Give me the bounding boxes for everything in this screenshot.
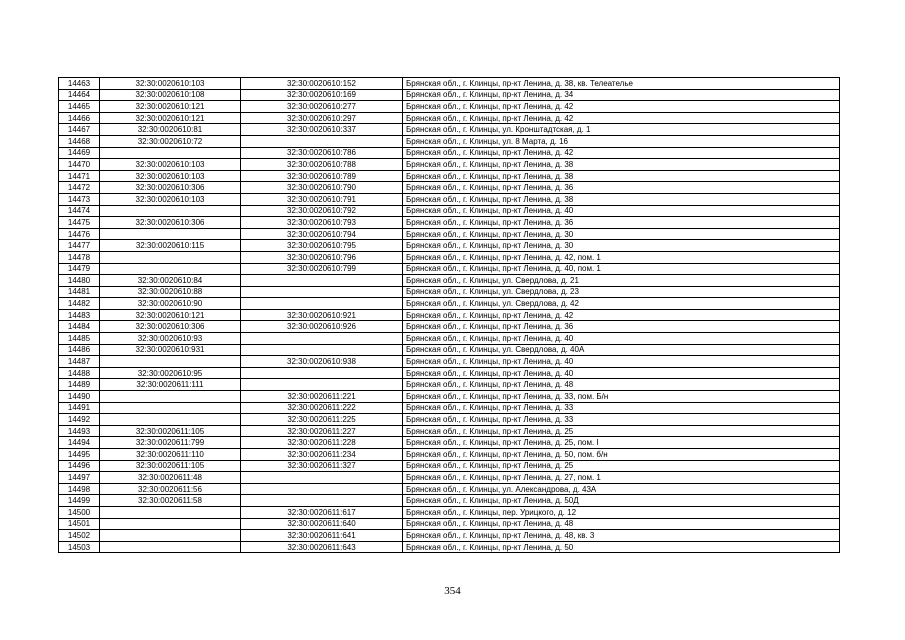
address-cell: Брянская обл., г. Клинцы, пр-кт Ленина, д. 30	[403, 228, 840, 240]
address-cell: Брянская обл., г. Клинцы, пр-кт Ленина, д. 33	[403, 414, 840, 426]
address-cell: Брянская обл., г. Клинцы, пр-кт Ленина, д. 36	[403, 182, 840, 194]
land-cadastral-number-cell	[100, 263, 241, 275]
address-cell: Брянская обл., г. Клинцы, пр-кт Ленина, д. 40	[403, 205, 840, 217]
object-cadastral-number-cell	[241, 286, 403, 298]
land-cadastral-number-cell: 32:30:0020610:81	[100, 124, 241, 136]
table-row	[59, 217, 840, 229]
table-row	[59, 402, 840, 414]
row-number-cell: 14474	[59, 205, 100, 217]
address-cell: Брянская обл., г. Клинцы, пр-кт Ленина, д. 48, кв. 3	[403, 530, 840, 542]
land-cadastral-number-cell: 32:30:0020611:105	[100, 460, 241, 472]
land-cadastral-number-cell	[100, 205, 241, 217]
land-cadastral-number-cell: 32:30:0020610:306	[100, 182, 241, 194]
row-number-cell: 14481	[59, 286, 100, 298]
land-cadastral-number-cell: 32:30:0020610:931	[100, 344, 241, 356]
table-row	[59, 344, 840, 356]
object-cadastral-number-cell	[241, 333, 403, 345]
object-cadastral-number-cell	[241, 367, 403, 379]
address-cell: Брянская обл., г. Клинцы, пр-кт Ленина, д. 40, пом. 1	[403, 263, 840, 275]
row-number-cell: 14463	[59, 78, 100, 90]
land-cadastral-number-cell	[100, 147, 241, 159]
table-row	[59, 495, 840, 507]
table-row	[59, 205, 840, 217]
row-number-cell: 14465	[59, 101, 100, 113]
table-row	[59, 78, 840, 90]
object-cadastral-number-cell: 32:30:0020610:938	[241, 356, 403, 368]
address-cell: Брянская обл., г. Клинцы, пр-кт Ленина, д. 38	[403, 170, 840, 182]
object-cadastral-number-cell: 32:30:0020611:641	[241, 530, 403, 542]
row-number-cell: 14499	[59, 495, 100, 507]
row-number-cell: 14485	[59, 333, 100, 345]
land-cadastral-number-cell: 32:30:0020610:93	[100, 333, 241, 345]
land-cadastral-number-cell: 32:30:0020610:84	[100, 275, 241, 287]
table-row	[59, 437, 840, 449]
row-number-cell: 14494	[59, 437, 100, 449]
row-number-cell: 14483	[59, 309, 100, 321]
address-cell: Брянская обл., г. Клинцы, пр-кт Ленина, д. 50, пом. б/н	[403, 449, 840, 461]
land-cadastral-number-cell: 32:30:0020611:58	[100, 495, 241, 507]
object-cadastral-number-cell: 32:30:0020610:794	[241, 228, 403, 240]
address-cell: Брянская обл., г. Клинцы, пр-кт Ленина, д. 33	[403, 402, 840, 414]
table-row	[59, 147, 840, 159]
land-cadastral-number-cell	[100, 228, 241, 240]
table-row	[59, 414, 840, 426]
land-cadastral-number-cell: 32:30:0020610:121	[100, 112, 241, 124]
row-number-cell: 14493	[59, 425, 100, 437]
table-row	[59, 541, 840, 553]
row-number-cell: 14471	[59, 170, 100, 182]
land-cadastral-number-cell	[100, 251, 241, 263]
row-number-cell: 14486	[59, 344, 100, 356]
address-cell: Брянская обл., г. Клинцы, пр-кт Ленина, д. 48	[403, 379, 840, 391]
land-cadastral-number-cell: 32:30:0020611:48	[100, 472, 241, 484]
address-cell: Брянская обл., г. Клинцы, пр-кт Ленина, д. 40	[403, 356, 840, 368]
row-number-cell: 14490	[59, 391, 100, 403]
table-row	[59, 135, 840, 147]
address-cell: Брянская обл., г. Клинцы, пр-кт Ленина, д. 42	[403, 112, 840, 124]
land-cadastral-number-cell	[100, 391, 241, 403]
row-number-cell: 14488	[59, 367, 100, 379]
address-cell: Брянская обл., г. Клинцы, пр-кт Ленина, д. 48	[403, 518, 840, 530]
land-cadastral-number-cell: 32:30:0020611:110	[100, 449, 241, 461]
land-cadastral-number-cell: 32:30:0020610:115	[100, 240, 241, 252]
row-number-cell: 14475	[59, 217, 100, 229]
row-number-cell: 14467	[59, 124, 100, 136]
table-row	[59, 367, 840, 379]
object-cadastral-number-cell: 32:30:0020610:152	[241, 78, 403, 90]
row-number-cell: 14472	[59, 182, 100, 194]
table-row	[59, 170, 840, 182]
row-number-cell: 14496	[59, 460, 100, 472]
table-row	[59, 309, 840, 321]
address-cell: Брянская обл., г. Клинцы, пр-кт Ленина, д. 25	[403, 425, 840, 437]
row-number-cell: 14503	[59, 541, 100, 553]
land-cadastral-number-cell: 32:30:0020610:88	[100, 286, 241, 298]
address-cell: Брянская обл., г. Клинцы, пр-кт Ленина, д. 50Д	[403, 495, 840, 507]
address-cell: Брянская обл., г. Клинцы, пр-кт Ленина, д. 38	[403, 159, 840, 171]
land-cadastral-number-cell	[100, 402, 241, 414]
table-row	[59, 112, 840, 124]
table-row	[59, 425, 840, 437]
row-number-cell: 14479	[59, 263, 100, 275]
object-cadastral-number-cell: 32:30:0020610:790	[241, 182, 403, 194]
land-cadastral-number-cell	[100, 506, 241, 518]
land-cadastral-number-cell: 32:30:0020610:90	[100, 298, 241, 310]
land-cadastral-number-cell	[100, 541, 241, 553]
table-row	[59, 263, 840, 275]
row-number-cell: 14469	[59, 147, 100, 159]
row-number-cell: 14498	[59, 483, 100, 495]
object-cadastral-number-cell: 32:30:0020611:643	[241, 541, 403, 553]
table-row	[59, 391, 840, 403]
table-row	[59, 182, 840, 194]
row-number-cell: 14492	[59, 414, 100, 426]
land-cadastral-number-cell: 32:30:0020610:103	[100, 193, 241, 205]
row-number-cell: 14484	[59, 321, 100, 333]
row-number-cell: 14500	[59, 506, 100, 518]
object-cadastral-number-cell: 32:30:0020611:222	[241, 402, 403, 414]
object-cadastral-number-cell: 32:30:0020610:788	[241, 159, 403, 171]
object-cadastral-number-cell: 32:30:0020611:227	[241, 425, 403, 437]
row-number-cell: 14468	[59, 135, 100, 147]
object-cadastral-number-cell	[241, 472, 403, 484]
land-cadastral-number-cell: 32:30:0020610:72	[100, 135, 241, 147]
row-number-cell: 14476	[59, 228, 100, 240]
land-cadastral-number-cell: 32:30:0020611:56	[100, 483, 241, 495]
row-number-cell: 14502	[59, 530, 100, 542]
land-cadastral-number-cell: 32:30:0020610:306	[100, 217, 241, 229]
address-cell: Брянская обл., г. Клинцы, пр-кт Ленина, д. 42	[403, 101, 840, 113]
object-cadastral-number-cell: 32:30:0020610:786	[241, 147, 403, 159]
address-cell: Брянская обл., г. Клинцы, пр-кт Ленина, д. 36	[403, 217, 840, 229]
object-cadastral-number-cell: 32:30:0020611:228	[241, 437, 403, 449]
object-cadastral-number-cell: 32:30:0020610:791	[241, 193, 403, 205]
land-cadastral-number-cell: 32:30:0020611:111	[100, 379, 241, 391]
table-row	[59, 251, 840, 263]
row-number-cell: 14464	[59, 89, 100, 101]
land-cadastral-number-cell	[100, 414, 241, 426]
table-row	[59, 472, 840, 484]
table-row	[59, 483, 840, 495]
row-number-cell: 14473	[59, 193, 100, 205]
address-cell: Брянская обл., г. Клинцы, пр-кт Ленина, д. 40	[403, 333, 840, 345]
object-cadastral-number-cell: 32:30:0020610:792	[241, 205, 403, 217]
address-cell: Брянская обл., г. Клинцы, пер. Урицкого, д. 12	[403, 506, 840, 518]
address-cell: Брянская обл., г. Клинцы, пр-кт Ленина, д. 40	[403, 367, 840, 379]
table-row	[59, 321, 840, 333]
address-cell: Брянская обл., г. Клинцы, пр-кт Ленина, д. 27, пом. 1	[403, 472, 840, 484]
table-row	[59, 460, 840, 472]
address-cell: Брянская обл., г. Клинцы, пр-кт Ленина, д. 36	[403, 321, 840, 333]
table-row	[59, 124, 840, 136]
object-cadastral-number-cell	[241, 379, 403, 391]
cadastral-table	[58, 77, 840, 553]
table-row	[59, 228, 840, 240]
address-cell: Брянская обл., г. Клинцы, ул. Кронштадтская, д. 1	[403, 124, 840, 136]
land-cadastral-number-cell: 32:30:0020610:121	[100, 309, 241, 321]
land-cadastral-number-cell: 32:30:0020610:108	[100, 89, 241, 101]
address-cell: Брянская обл., г. Клинцы, пр-кт Ленина, д. 25	[403, 460, 840, 472]
row-number-cell: 14487	[59, 356, 100, 368]
row-number-cell: 14501	[59, 518, 100, 530]
object-cadastral-number-cell	[241, 344, 403, 356]
object-cadastral-number-cell: 32:30:0020610:277	[241, 101, 403, 113]
object-cadastral-number-cell: 32:30:0020610:799	[241, 263, 403, 275]
object-cadastral-number-cell: 32:30:0020611:221	[241, 391, 403, 403]
land-cadastral-number-cell: 32:30:0020611:105	[100, 425, 241, 437]
address-cell: Брянская обл., г. Клинцы, пр-кт Ленина, д. 42, пом. 1	[403, 251, 840, 263]
table-body	[59, 78, 840, 553]
page-number: 354	[444, 585, 461, 597]
address-cell: Брянская обл., г. Клинцы, ул. Свердлова, д. 40А	[403, 344, 840, 356]
land-cadastral-number-cell	[100, 530, 241, 542]
row-number-cell: 14480	[59, 275, 100, 287]
address-cell: Брянская обл., г. Клинцы, ул. Свердлова, д. 23	[403, 286, 840, 298]
table-row	[59, 356, 840, 368]
row-number-cell: 14466	[59, 112, 100, 124]
row-number-cell: 14477	[59, 240, 100, 252]
table-row	[59, 286, 840, 298]
table-row	[59, 275, 840, 287]
address-cell: Брянская обл., г. Клинцы, ул. Свердлова, д. 21	[403, 275, 840, 287]
address-cell: Брянская обл., г. Клинцы, пр-кт Ленина, д. 33, пом. Б/н	[403, 391, 840, 403]
address-cell: Брянская обл., г. Клинцы, пр-кт Ленина, д. 42	[403, 309, 840, 321]
object-cadastral-number-cell	[241, 298, 403, 310]
table-row	[59, 333, 840, 345]
row-number-cell: 14482	[59, 298, 100, 310]
land-cadastral-number-cell: 32:30:0020610:121	[100, 101, 241, 113]
object-cadastral-number-cell	[241, 483, 403, 495]
table-row	[59, 298, 840, 310]
object-cadastral-number-cell: 32:30:0020610:337	[241, 124, 403, 136]
table-row	[59, 101, 840, 113]
address-cell: Брянская обл., г. Клинцы, пр-кт Ленина, д. 30	[403, 240, 840, 252]
address-cell: Брянская обл., г. Клинцы, ул. Свердлова, д. 42	[403, 298, 840, 310]
address-cell: Брянская обл., г. Клинцы, пр-кт Ленина, д. 42	[403, 147, 840, 159]
table-row	[59, 506, 840, 518]
table-row	[59, 530, 840, 542]
table-row	[59, 193, 840, 205]
address-cell: Брянская обл., г. Клинцы, ул. Александрова, д. 43А	[403, 483, 840, 495]
object-cadastral-number-cell: 32:30:0020610:793	[241, 217, 403, 229]
table-row	[59, 379, 840, 391]
table-row	[59, 89, 840, 101]
address-cell: Брянская обл., г. Клинцы, пр-кт Ленина, д. 50	[403, 541, 840, 553]
row-number-cell: 14489	[59, 379, 100, 391]
table-row	[59, 518, 840, 530]
object-cadastral-number-cell: 32:30:0020611:234	[241, 449, 403, 461]
address-cell: Брянская обл., г. Клинцы, пр-кт Ленина, д. 38	[403, 193, 840, 205]
address-cell: Брянская обл., г. Клинцы, пр-кт Ленина, д. 38, кв. Телеателье	[403, 78, 840, 90]
object-cadastral-number-cell	[241, 495, 403, 507]
object-cadastral-number-cell: 32:30:0020611:327	[241, 460, 403, 472]
address-cell: Брянская обл., г. Клинцы, ул. 8 Марта, д. 16	[403, 135, 840, 147]
object-cadastral-number-cell: 32:30:0020610:169	[241, 89, 403, 101]
row-number-cell: 14491	[59, 402, 100, 414]
table-row	[59, 449, 840, 461]
object-cadastral-number-cell: 32:30:0020611:617	[241, 506, 403, 518]
land-cadastral-number-cell: 32:30:0020611:799	[100, 437, 241, 449]
address-cell: Брянская обл., г. Клинцы, пр-кт Ленина, д. 25, пом. I	[403, 437, 840, 449]
object-cadastral-number-cell	[241, 135, 403, 147]
address-cell: Брянская обл., г. Клинцы, пр-кт Ленина, д. 34	[403, 89, 840, 101]
row-number-cell: 14470	[59, 159, 100, 171]
object-cadastral-number-cell: 32:30:0020610:789	[241, 170, 403, 182]
object-cadastral-number-cell: 32:30:0020610:297	[241, 112, 403, 124]
object-cadastral-number-cell: 32:30:0020611:225	[241, 414, 403, 426]
row-number-cell: 14478	[59, 251, 100, 263]
land-cadastral-number-cell: 32:30:0020610:103	[100, 78, 241, 90]
object-cadastral-number-cell: 32:30:0020610:796	[241, 251, 403, 263]
land-cadastral-number-cell	[100, 356, 241, 368]
object-cadastral-number-cell: 32:30:0020611:640	[241, 518, 403, 530]
object-cadastral-number-cell: 32:30:0020610:921	[241, 309, 403, 321]
row-number-cell: 14497	[59, 472, 100, 484]
object-cadastral-number-cell: 32:30:0020610:926	[241, 321, 403, 333]
table-row	[59, 240, 840, 252]
land-cadastral-number-cell: 32:30:0020610:95	[100, 367, 241, 379]
land-cadastral-number-cell	[100, 518, 241, 530]
land-cadastral-number-cell: 32:30:0020610:103	[100, 159, 241, 171]
row-number-cell: 14495	[59, 449, 100, 461]
object-cadastral-number-cell	[241, 275, 403, 287]
land-cadastral-number-cell: 32:30:0020610:103	[100, 170, 241, 182]
object-cadastral-number-cell: 32:30:0020610:795	[241, 240, 403, 252]
table-row	[59, 159, 840, 171]
land-cadastral-number-cell: 32:30:0020610:306	[100, 321, 241, 333]
